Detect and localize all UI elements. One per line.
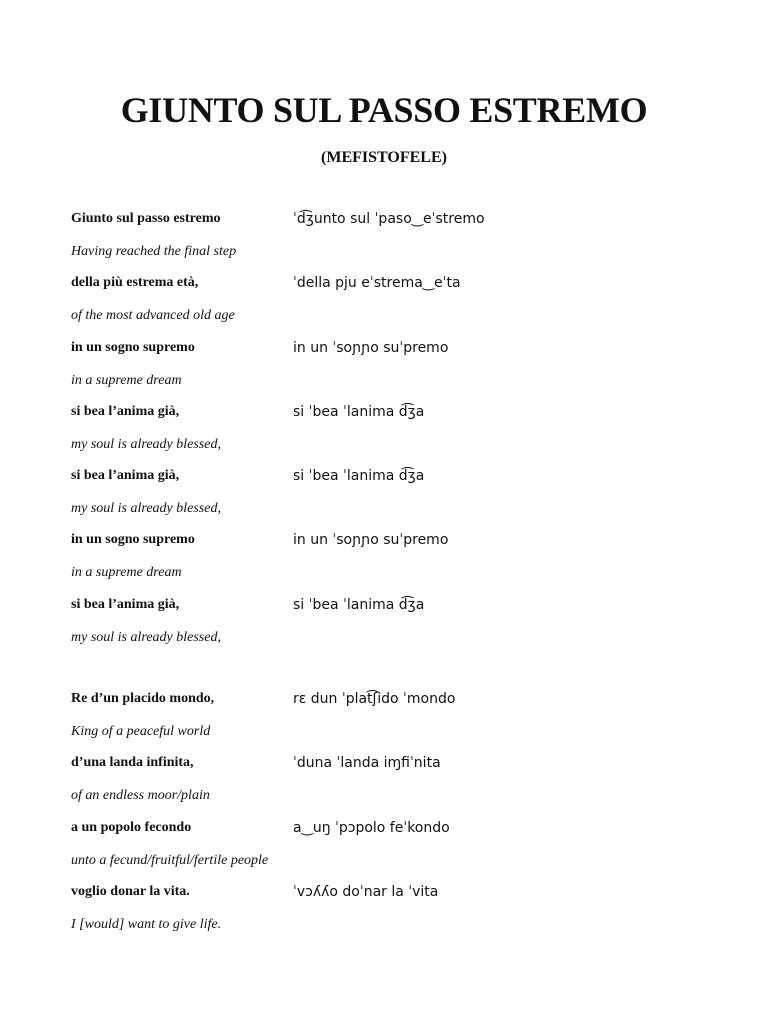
english-translation: my soul is already blessed,	[71, 629, 221, 645]
stanza-2	[0, 684, 768, 941]
ipa-transcription: a‿uŋ ˈpɔpolo feˈkondo	[293, 819, 450, 836]
lyric-line	[0, 748, 768, 812]
italian-text: in un sogno supremo	[71, 339, 195, 355]
lyric-line	[0, 204, 768, 268]
lyric-line	[0, 397, 768, 461]
english-translation: Having reached the final step	[71, 244, 237, 259]
ipa-transcription: ˈvɔʎʎo doˈnar la ˈvita	[293, 883, 439, 900]
page-title: GIUNTO SUL PASSO ESTREMO	[120, 90, 648, 130]
lyric-line	[0, 590, 768, 654]
lyric-line	[0, 813, 768, 877]
ipa-transcription: si ˈbea ˈlanima d͡ʒa	[293, 596, 425, 613]
english-translation: my soul is already blessed,	[71, 501, 221, 517]
ipa-transcription: si ˈbea ˈlanima d͡ʒa	[293, 468, 425, 485]
lyric-line	[0, 684, 768, 748]
english-translation: unto a fecund/fruitful/fertile people	[71, 852, 269, 868]
english-translation: my soul is already blessed,	[71, 436, 221, 452]
ipa-transcription: in un ˈsoɲɲo suˈpremo	[293, 532, 449, 549]
lyric-line	[0, 877, 768, 941]
italian-text: a un popolo fecondo	[71, 819, 192, 835]
ipa-transcription: in un ˈsoɲɲo suˈpremo	[293, 339, 449, 356]
italian-text: in un sogno supremo	[71, 532, 195, 548]
ipa-transcription: ˈd͡ʒunto sul ˈpaso‿eˈstremo	[293, 211, 485, 227]
ipa-transcription: ˈdella pju eˈstrema‿eˈta	[293, 275, 461, 292]
italian-text: della più estrema età,	[71, 275, 199, 291]
english-translation: in a supreme dream	[71, 565, 182, 581]
lyric-line	[0, 525, 768, 589]
italian-text: si bea l’anima già,	[71, 403, 180, 419]
italian-text: Re d’un placido mondo,	[71, 691, 215, 706]
english-translation: in a supreme dream	[71, 372, 182, 388]
english-translation: King of a peaceful world	[71, 724, 211, 739]
ipa-transcription: rɛ dun ˈplat͡ʃido ˈmondo	[293, 691, 456, 707]
ipa-transcription: ˈduna ˈlanda iɱfiˈnita	[293, 755, 441, 772]
english-translation: I [would] want to give life.	[71, 916, 222, 932]
lyric-line	[0, 333, 768, 397]
italian-text: Giunto sul passo estremo	[71, 211, 221, 226]
italian-text: si bea l’anima già,	[71, 596, 180, 612]
page-subtitle: (MEFISTOFELE)	[321, 149, 447, 166]
english-translation: of an endless moor/plain	[71, 788, 210, 804]
italian-text: si bea l’anima già,	[71, 468, 180, 484]
english-translation: of the most advanced old age	[71, 308, 235, 324]
lyric-line	[0, 268, 768, 332]
ipa-transcription: si ˈbea ˈlanima d͡ʒa	[293, 403, 425, 420]
stanza-1	[0, 204, 768, 654]
lyric-line	[0, 461, 768, 525]
italian-text: d’una landa infinita,	[71, 755, 194, 771]
italian-text: voglio donar la vita.	[71, 883, 190, 899]
